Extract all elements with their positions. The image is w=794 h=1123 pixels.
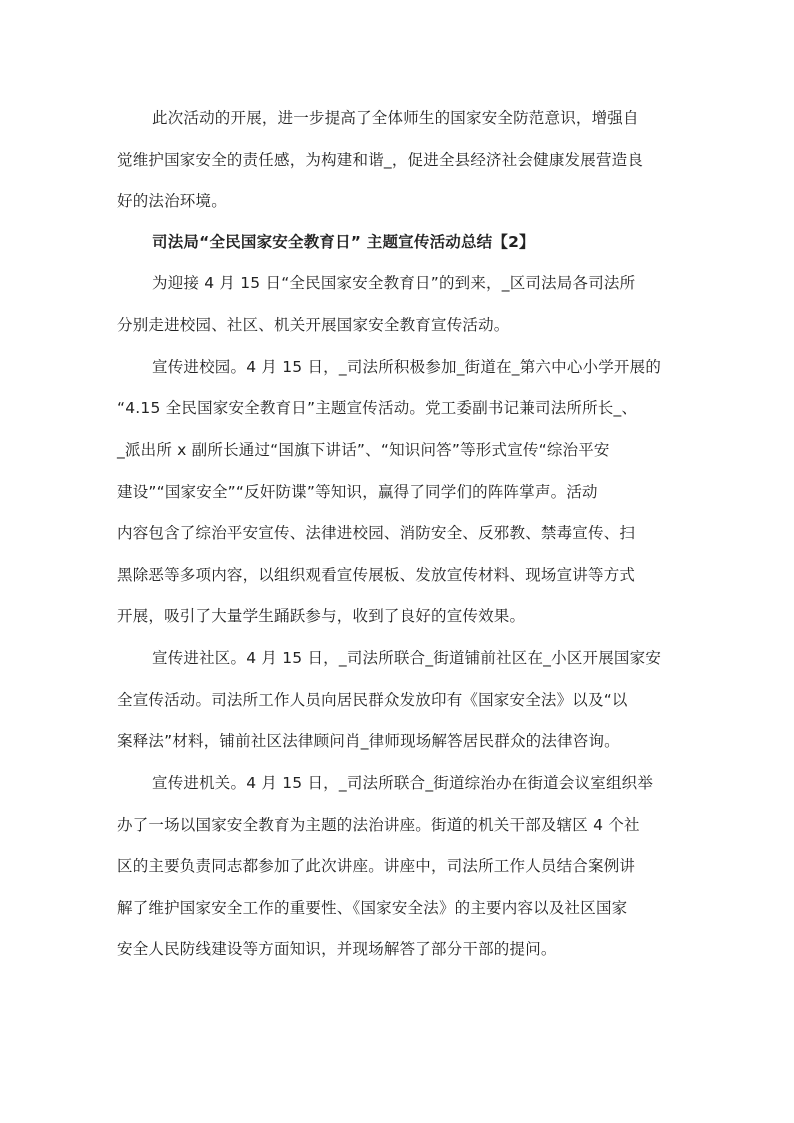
paragraph-line: 案释法”材料，铺前社区法律顾问肖_律师现场解答居民群众的法律咨询。 xyxy=(117,732,620,750)
paragraph-line: 分别走进校园、社区、机关开展国家安全教育宣传活动。 xyxy=(117,316,510,334)
paragraph-line: 好的法治环境。 xyxy=(117,192,227,210)
paragraph-line: 安全人民防线建设等方面知识，并现场解答了部分干部的提问。 xyxy=(117,940,557,958)
paragraph-line: 开展，吸引了大量学生踊跃参与，收到了良好的宣传效果。 xyxy=(117,607,526,625)
heading-line: 司法局“全民国家安全教育日” 主题宣传活动总结【2】 xyxy=(152,233,535,251)
paragraph-line: 全宣传活动。司法所工作人员向居民群众发放印有《国家安全法》以及“以 xyxy=(117,691,628,709)
paragraph-line: 内容包含了综治平安宣传、法律进校园、消防安全、反邪教、禁毒宣传、扫 xyxy=(117,524,636,542)
paragraph-line: 宣传进机关。4 月 15 日，_司法所联合_街道综治办在街道会议室组织举 xyxy=(152,774,654,792)
paragraph-line: 宣传进校园。4 月 15 日，_司法所积极参加_街道在_第六中心小学开展的 xyxy=(152,358,662,376)
paragraph-line: _派出所 x 副所长通过“国旗下讲话”、“知识问答”等形式宣传“综治平安 xyxy=(117,441,610,459)
paragraph-line: 黑除恶等多项内容，以组织观看宣传展板、发放宣传材料、现场宣讲等方式 xyxy=(117,566,636,584)
paragraph-line: 办了一场以国家安全教育为主题的法治讲座。街道的机关干部及辖区 4 个社 xyxy=(117,816,640,834)
paragraph-line: 解了维护国家安全工作的重要性、《国家安全法》的主要内容以及社区国家 xyxy=(117,899,628,917)
paragraph-line: 为迎接 4 月 15 日“全民国家安全教育日”的到来，_区司法局各司法所 xyxy=(152,274,636,292)
paragraph-line: 宣传进社区。4 月 15 日，_司法所联合_街道铺前社区在_小区开展国家安 xyxy=(152,649,662,667)
paragraph-line: 区的主要负责同志都参加了此次讲座。讲座中，司法所工作人员结合案例讲 xyxy=(117,857,636,875)
paragraph-line: 此次活动的开展，进一步提高了全体师生的国家安全防范意识，增强自 xyxy=(152,109,639,127)
paragraph-line: “4.15 全民国家安全教育日”主题宣传活动。党工委副书记兼司法所所长_、 xyxy=(117,399,638,417)
paragraph-line: 觉维护国家安全的责任感，为构建和谐_，促进全县经济社会健康发展营造良 xyxy=(117,151,644,169)
paragraph-line: 建设”“国家安全”“反奸防谍”等知识，赢得了同学们的阵阵掌声。活动 xyxy=(117,483,598,501)
